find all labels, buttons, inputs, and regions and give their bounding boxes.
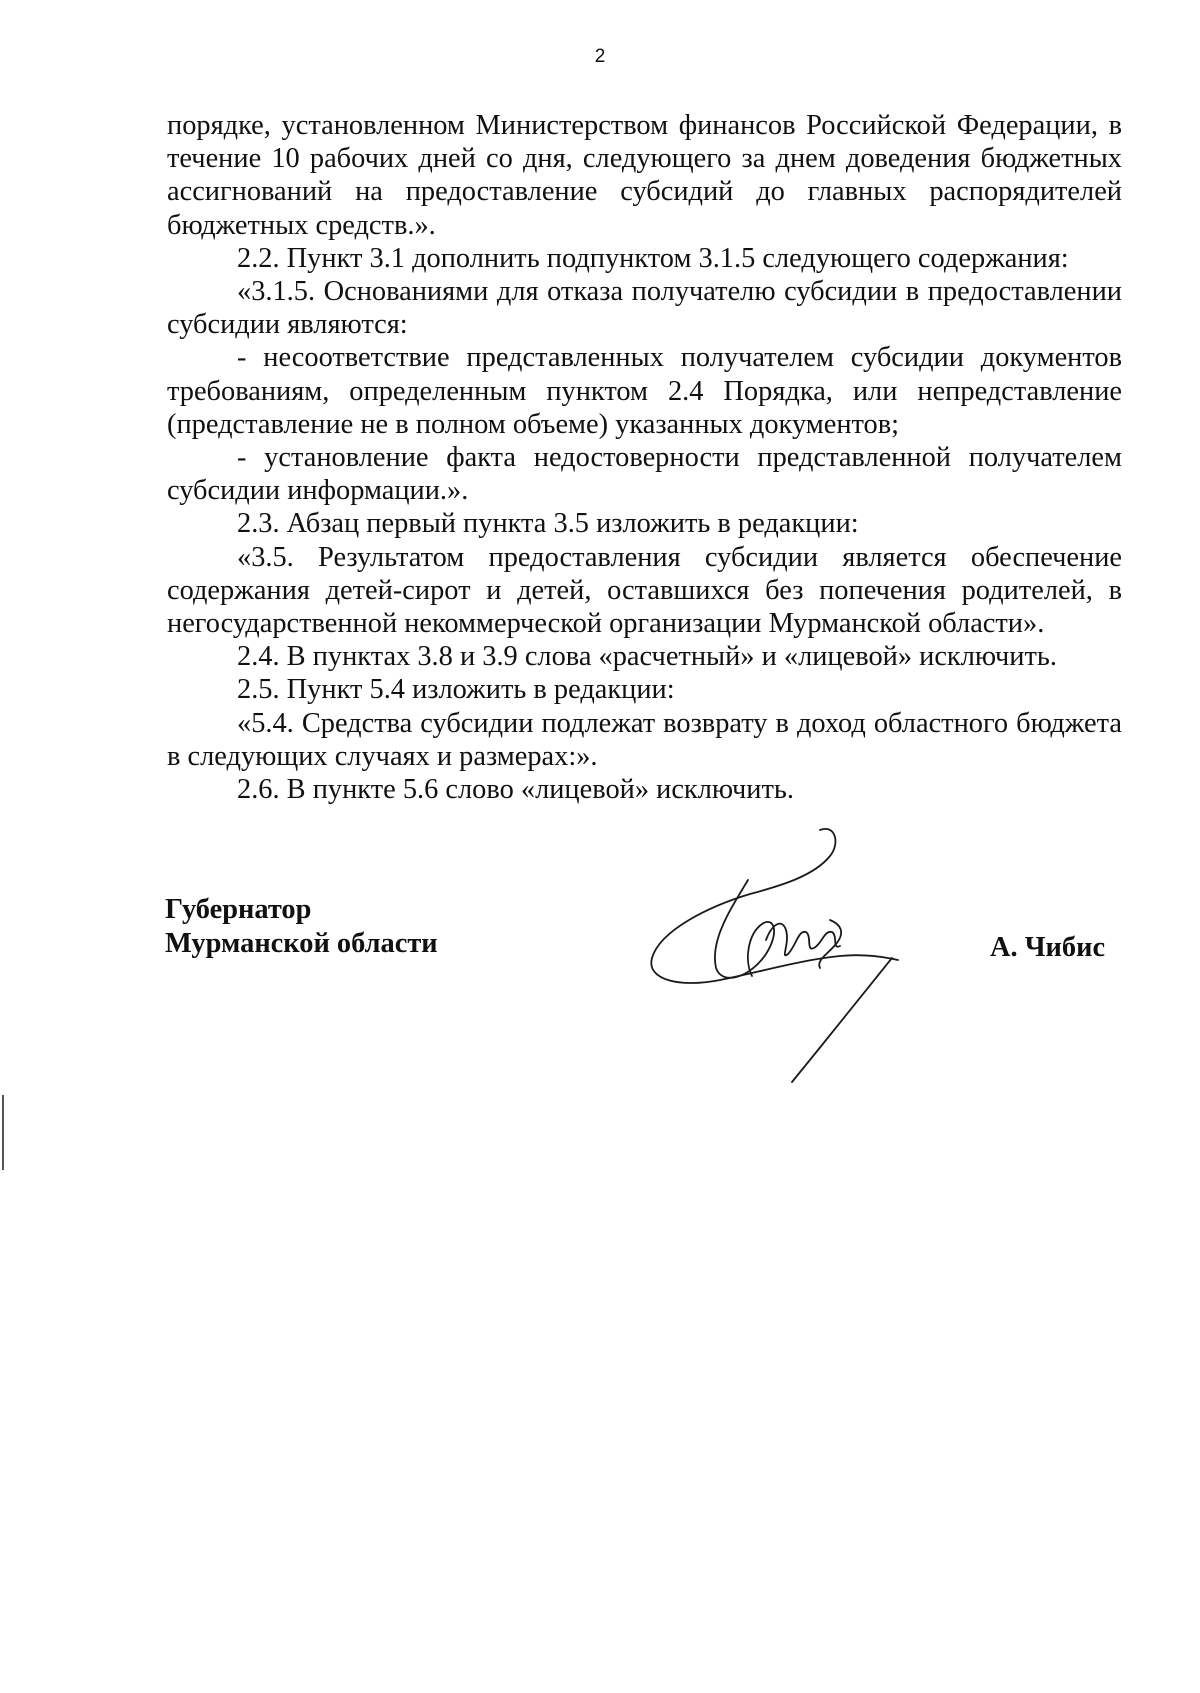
signatory-position [165, 893, 438, 961]
signatory-region: Мурманской области [165, 928, 438, 959]
paragraph-quote-3-1-5: «3.1.5. Основаниями для отказа получателю субсидии в предоставлении субсидии являются: [167, 276, 1122, 341]
paragraph-quote-3-5: «3.5. Результатом предоставления субсидии является обеспечение содержания детей-сирот и детей, оставшихся без попечения родителей, в негосударственной некоммерческой организации Мурманской области». [167, 541, 1122, 640]
paragraph-bullet-inaccuracy: - установление факта недостоверности представленной получателем субсидии информации.». [167, 442, 1122, 507]
signatory-title: Губернатор [165, 894, 312, 925]
document-body [167, 109, 1122, 806]
handwritten-signature [640, 820, 920, 1090]
paragraph-item-2-5: 2.5. Пункт 5.4 изложить в редакции: [237, 674, 675, 706]
paragraph-item-2-6: 2.6. В пункте 5.6 слово «лицевой» исключить. [237, 774, 794, 806]
paragraph-item-2-2: 2.2. Пункт 3.1 дополнить подпунктом 3.1.5 следующего содержания: [237, 242, 1069, 274]
scan-margin-line [2, 1095, 4, 1170]
paragraph-bullet-nonconformity: - несоответствие представленных получателем субсидии документов требованиям, определенным пунктом 2.4 Порядка, или непредставление (представление не в полном объеме) указанных документов; [167, 342, 1122, 440]
signatory-name: А. Чибис [990, 932, 1106, 963]
page-number: 2 [594, 46, 606, 67]
paragraph-item-2-4: 2.4. В пунктах 3.8 и 3.9 слова «расчетный» и «лицевой» исключить. [237, 641, 1057, 673]
paragraph-item-2-3: 2.3. Абзац первый пункта 3.5 изложить в редакции: [237, 508, 859, 540]
paragraph-quote-5-4: «5.4. Средства субсидии подлежат возврату в доход областного бюджета в следующих случаях и размерах:». [167, 707, 1122, 772]
paragraph-continuation: порядке, установленном Министерством финансов Российской Федерации, в течение 10 рабочих дней со дня, следующего за днем доведения бюджетных ассигнований на предоставление субсидий до главных распорядителей бюджетных средств.». [167, 110, 1122, 241]
